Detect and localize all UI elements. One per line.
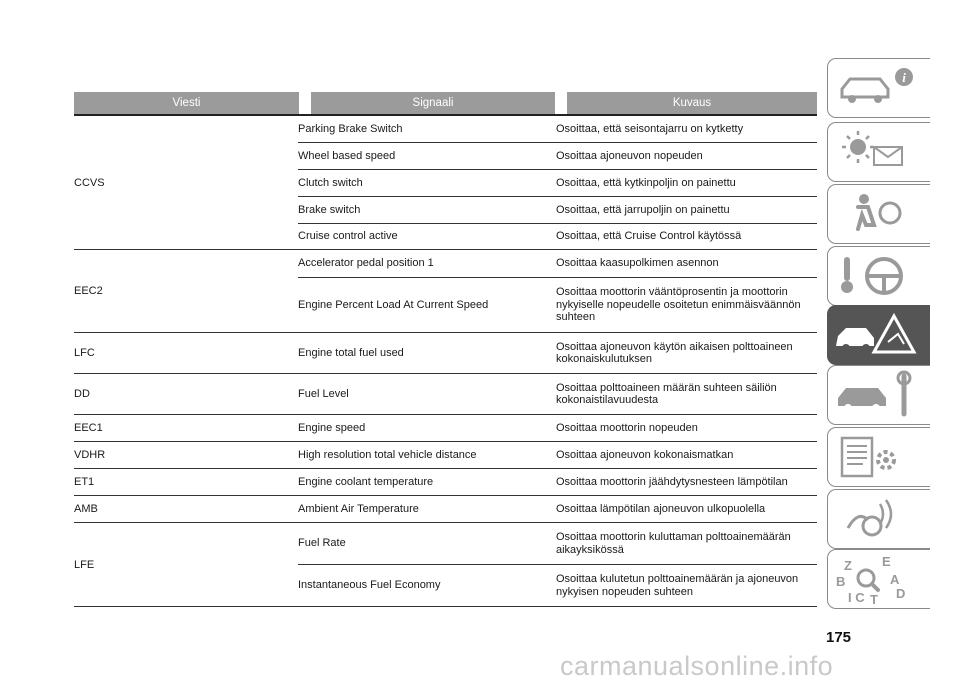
signal-cell: Instantaneous Fuel Economy [298,579,441,592]
table-row [298,374,817,414]
message-name: ET1 [74,476,95,488]
description-cell: Osoittaa ajoneuvon kokonaismatkan [556,448,734,461]
svg-text:i: i [902,70,906,85]
table-row [298,442,817,468]
description-cell: Osoittaa ajoneuvon nopeuden [556,149,703,162]
watermark: carmanualsonline.info [560,651,834,681]
svg-text:T: T [870,592,878,607]
message-name: LFC [74,347,95,359]
tab-emergency[interactable] [827,305,930,365]
signal-cell: Fuel Rate [298,537,346,550]
signal-cell: Engine speed [298,421,366,434]
table-group-ccvs [74,116,817,250]
header-kuvaus: Kuvaus [567,92,817,114]
signal-cell: Brake switch [298,203,361,216]
table-row [298,469,817,495]
airbag-safety-icon [828,185,930,243]
tab-technical-data[interactable] [827,427,930,487]
signal-cell: Engine total fuel used [298,346,404,359]
multimedia-icon [828,490,930,548]
description-cell: Osoittaa polttoaineen määrän suhteen säiliön kokonaistilavuudesta [556,381,777,406]
table-row [298,565,817,606]
emergency-triangle-icon [828,306,930,364]
index-az-icon [828,550,930,608]
description-cell: Osoittaa moottorin vääntöprosentin ja moottorin nykyiselle nopeudelle osoitetun enimmäisväännön suhteen [556,286,801,324]
svg-text:I C: I C [848,590,865,605]
description-cell: Osoittaa, että Cruise Control käytössä [556,230,742,243]
tab-starting-driving[interactable] [827,246,930,306]
steering-wheel-icon [828,247,930,305]
messages-table [74,92,817,598]
message-name: EEC1 [74,422,103,434]
car-info-icon [828,59,930,117]
signal-cell: Fuel Level [298,387,349,400]
signal-cell: High resolution total vehicle distance [298,448,477,461]
tab-maintenance[interactable] [827,365,930,425]
tab-multimedia[interactable] [827,489,930,549]
tab-car-info[interactable] [827,58,930,118]
tab-warning-lights[interactable] [827,122,930,182]
table-row [298,496,817,522]
message-name: EEC2 [74,285,103,297]
description-cell: Osoittaa moottorin jäähdytysnesteen lämpötilan [556,475,788,488]
message-name: LFE [74,558,95,571]
table-row [298,278,817,332]
message-name: AMB [74,503,98,515]
car-maintenance-icon [828,366,930,424]
table-group-eec1 [74,415,817,442]
signal-cell: Parking Brake Switch [298,122,403,135]
table-group-et1 [74,469,817,496]
svg-text:Z: Z [844,558,852,573]
table-row [298,333,817,373]
table-row [298,415,817,441]
header-signaali: Signaali [311,92,555,114]
description-cell: Osoittaa kaasupolkimen asennon [556,257,719,270]
description-cell: Osoittaa lämpötilan ajoneuvon ulkopuolella [556,502,766,515]
svg-text:A: A [890,572,900,587]
description-cell: Osoittaa moottorin nopeuden [556,421,698,434]
table-header [74,92,817,114]
message-name: CCVS [74,176,105,189]
message-name: VDHR [74,449,106,461]
table-group-eec2 [74,250,817,333]
header-viesti: Viesti [74,92,299,114]
signal-cell: Ambient Air Temperature [298,502,419,515]
svg-text:D: D [896,586,906,601]
table-row [298,197,817,224]
tab-index[interactable] [827,549,930,609]
description-cell: Osoittaa, että seisontajarru on kytketty [556,122,744,135]
table-group-vdhr [74,442,817,469]
signal-cell: Clutch switch [298,176,363,189]
message-name: DD [74,388,90,400]
table-row [298,116,817,143]
warning-lights-icon [828,123,930,181]
signal-cell: Engine Percent Load At Current Speed [298,298,489,311]
table-row [298,523,817,565]
table-group-amb [74,496,817,523]
signal-cell: Accelerator pedal position 1 [298,257,434,270]
page-number: 175 [826,629,852,646]
description-cell: Osoittaa, että kytkinpoljin on painettu [556,176,736,189]
technical-data-icon [828,428,930,486]
table-group-dd [74,374,817,415]
signal-cell: Cruise control active [298,230,398,243]
table-row [298,224,817,249]
description-cell: Osoittaa moottorin kuluttaman polttoainemäärän aikayksikössä [556,531,791,556]
signal-cell: Engine coolant temperature [298,475,434,488]
signal-cell: Wheel based speed [298,149,396,162]
table-group-lfc [74,333,817,374]
table-row [298,143,817,170]
table-row [298,170,817,197]
table-group-lfe [74,523,817,607]
description-cell: Osoittaa kulutetun polttoainemäärän ja ajoneuvon nykyisen nopeuden suhteen [556,573,799,598]
tab-safety[interactable] [827,184,930,244]
svg-text:E: E [882,554,891,569]
description-cell: Osoittaa ajoneuvon käytön aikaisen polttoaineen kokonaiskulutuksen [556,340,793,365]
svg-text:B: B [836,574,846,589]
table-row [298,250,817,278]
description-cell: Osoittaa, että jarrupoljin on painettu [556,203,730,216]
